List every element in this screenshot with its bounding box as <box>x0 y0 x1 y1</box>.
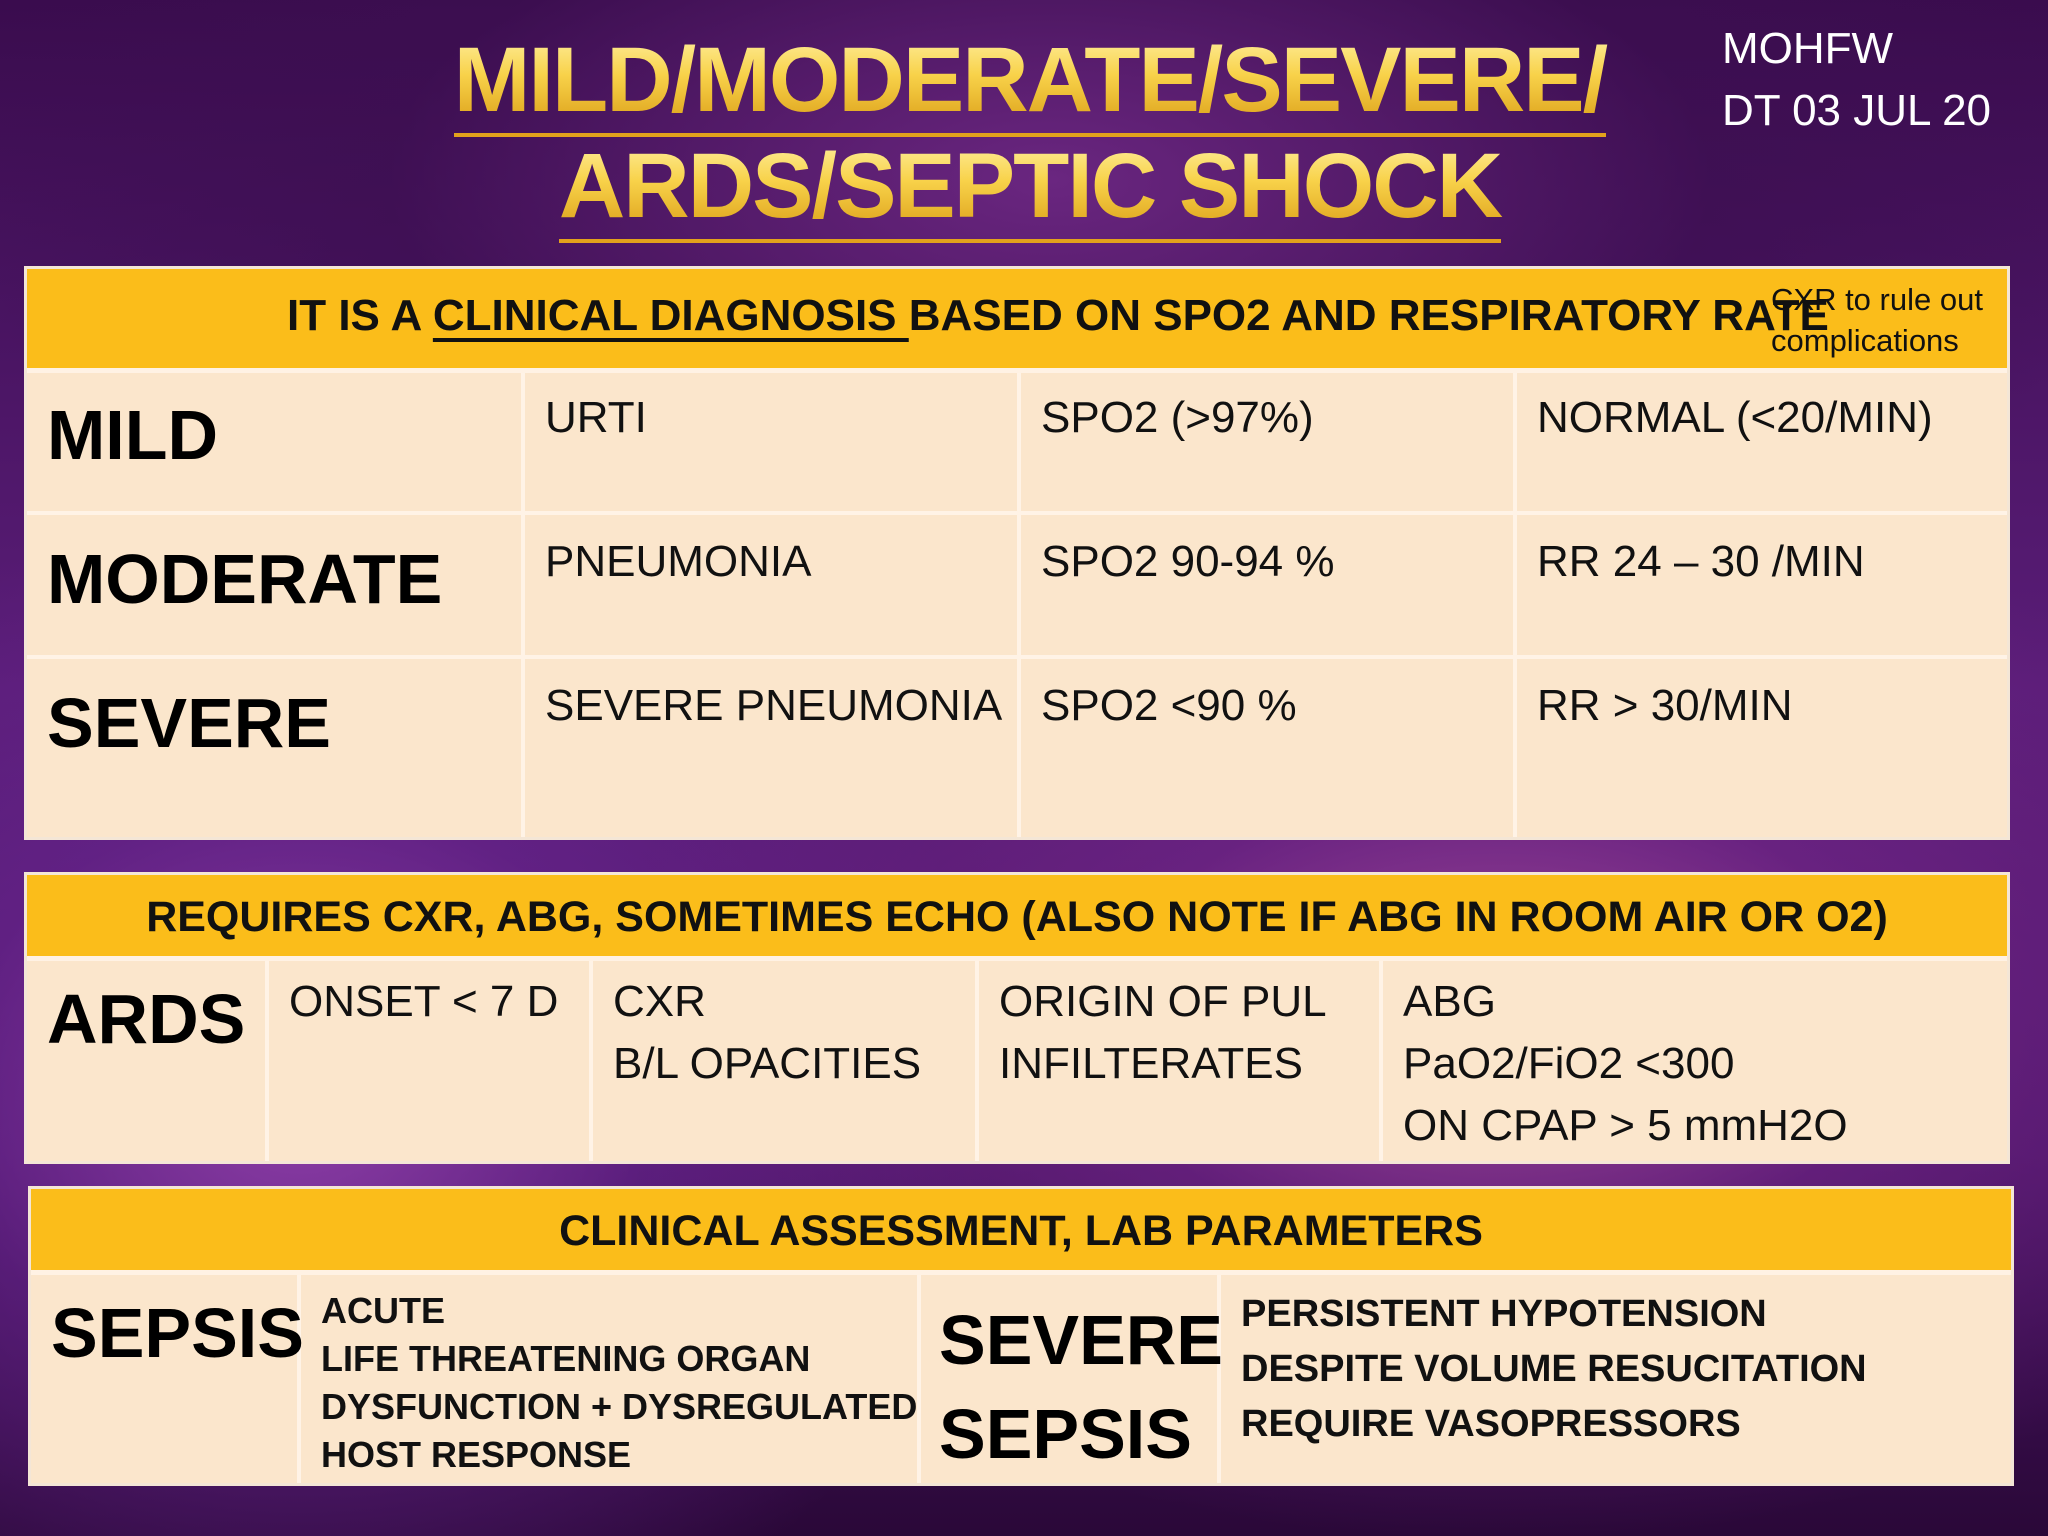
ards-header-text: REQUIRES CXR, ABG, SOMETIMES ECHO (ALSO NOTE IF ABG IN ROOM AIR OR O2) <box>146 893 1888 941</box>
severity-table <box>24 266 2010 840</box>
ards-onset: ONSET < 7 D <box>289 977 559 1026</box>
rr-mild: NORMAL (<20/MIN) <box>1537 393 1933 442</box>
severity-header-note: CXR to rule out complications <box>1771 282 1983 358</box>
grade-severe: SEVERE <box>47 684 331 762</box>
slide-title-line-1: MILD/MODERATE/SEVERE/ <box>400 28 1660 132</box>
source-info <box>1722 18 1991 142</box>
condition-mild: URTI <box>545 393 647 442</box>
sepsis-table <box>28 1186 2014 1486</box>
rr-moderate: RR 24 – 30 /MIN <box>1537 537 1865 586</box>
source-org: MOHFW <box>1722 24 1894 73</box>
spo2-severe: SPO2 <90 % <box>1041 681 1297 730</box>
ards-abg: ABG PaO2/FiO2 <300 ON CPAP > 5 mmH2O <box>1403 977 1848 1150</box>
sepsis-label: SEPSIS <box>51 1294 304 1372</box>
ards-origin: ORIGIN OF PUL INFILTERATES <box>999 977 1327 1088</box>
spo2-moderate: SPO2 90-94 % <box>1041 537 1335 586</box>
condition-moderate: PNEUMONIA <box>545 537 812 586</box>
sepsis-description: ACUTE LIFE THREATENING ORGAN DYSFUNCTION + DYSREGULATED HOST RESPONSE <box>321 1290 918 1475</box>
grade-moderate: MODERATE <box>47 540 443 618</box>
ards-cxr: CXR B/L OPACITIES <box>613 977 922 1088</box>
slide-title-line-2: ARDS/SEPTIC SHOCK <box>400 134 1660 238</box>
condition-severe: SEVERE PNEUMONIA <box>545 681 1003 730</box>
ards-table <box>24 872 2010 1164</box>
source-date: DT 03 JUL 20 <box>1722 86 1992 135</box>
severe-sepsis-label: SEVERE SEPSIS <box>939 1301 1223 1473</box>
severe-sepsis-description: PERSISTENT HYPOTENSION DESPITE VOLUME RESUCITATION REQUIRE VASOPRESSORS <box>1241 1293 1867 1445</box>
ards-header <box>27 875 2007 961</box>
sepsis-header <box>31 1189 2011 1275</box>
severity-header-text: IT IS A CLINICAL DIAGNOSIS BASED ON SPO2 AND RESPIRATORY RATE <box>287 291 1829 340</box>
ards-label: ARDS <box>47 980 246 1058</box>
rr-severe: RR > 30/MIN <box>1537 681 1793 730</box>
grade-mild: MILD <box>47 396 219 474</box>
sepsis-header-text: CLINICAL ASSESSMENT, LAB PARAMETERS <box>559 1207 1483 1255</box>
severity-header <box>27 269 2007 373</box>
spo2-mild: SPO2 (>97%) <box>1041 393 1314 442</box>
